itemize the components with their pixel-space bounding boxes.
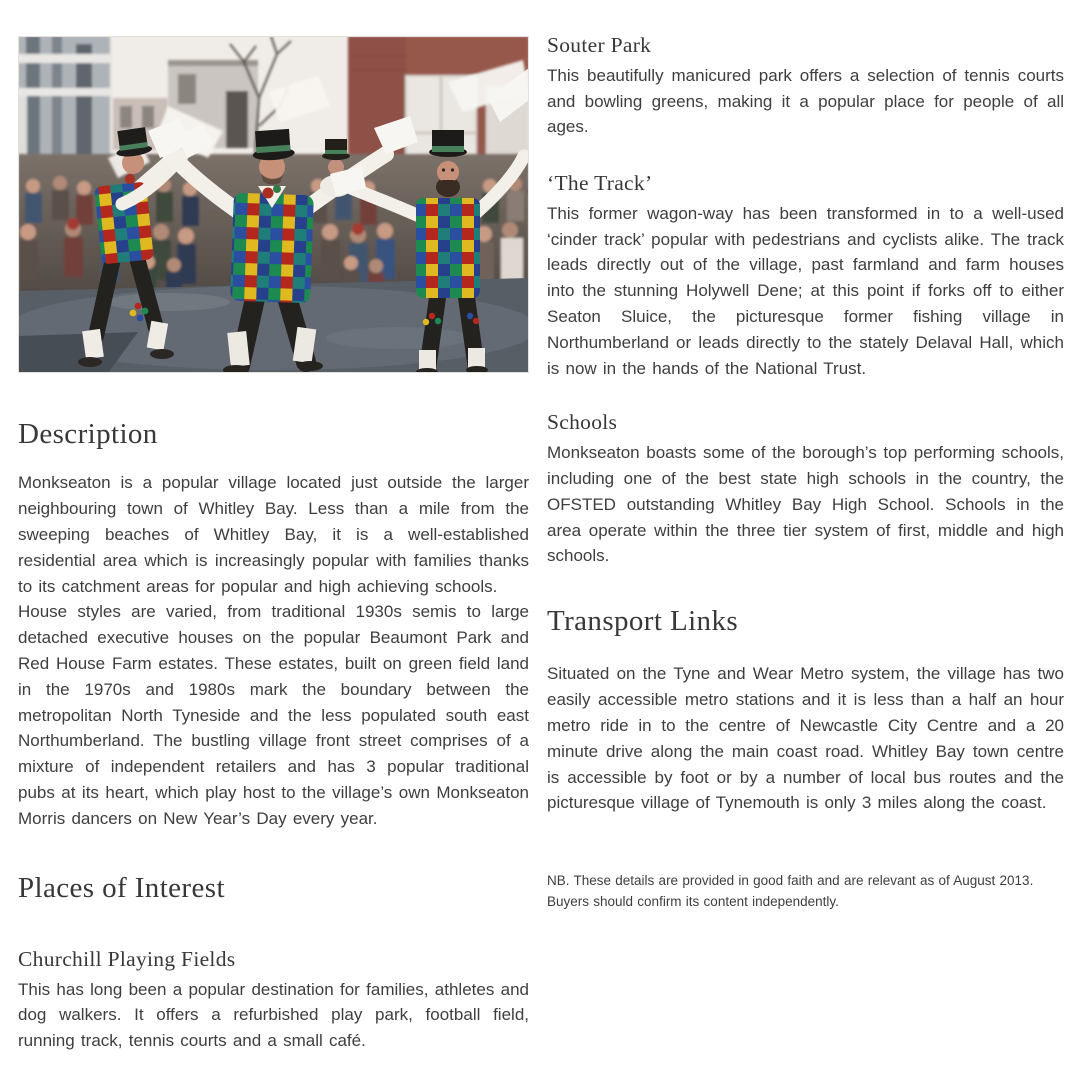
disclaimer-line-1: NB. These details are provided in good faith and are relevant as of August 2013. [547, 873, 1034, 889]
disclaimer-line-2: Buyers should confirm its content independently. [547, 894, 839, 910]
schools-text: Monkseaton boasts some of the borough’s top performing schools, including one of the best state high schools in the country, the OFSTED outstanding Whitley Bay High School. Schools in the area operate within the three tier system of first, middle and high schools. [547, 443, 1064, 566]
churchill-playing-fields-heading: Churchill Playing Fields [18, 946, 236, 971]
the-track-heading: ‘The Track’ [547, 171, 653, 196]
description-paragraph-1: Monkseaton is a popular village located just outside the larger neighbouring town of Whitley Bay. Less than a mile from the sweeping beaches of Whitley Bay, it is a well-established residential area which is increasingly popular with families thanks to its catchment areas for popular and high achieving schools. [18, 473, 529, 596]
section-souter-park [547, 33, 1064, 140]
churchill-playing-fields-text: This has long been a popular destination for families, athletes and dog walkers. It offers a refurbished play park, football field, running track, tennis courts and a small café. [18, 979, 529, 1051]
transport-links-heading: Transport Links [547, 605, 739, 638]
the-track-text: This former wagon-way has been transformed in to a well-used ‘cinder track’ popular with pedestrians and cyclists alike. The track leads directly out of the village, past farmland and farm houses into the stunning Holywell Dene; at this point if forks off to either Seaton Sluice, the picturesque former fishing village in Northumberland or leads directly to the stately Delaval Hall, which is now in the hands of the National Trust. [547, 203, 1064, 378]
left-column [18, 36, 529, 1054]
souter-park-text: This beautifully manicured park offers a selection of tennis courts and bowling greens, making it a popular place for people of all ages. [547, 65, 1064, 137]
right-column [547, 33, 1064, 912]
souter-park-heading: Souter Park [547, 33, 652, 57]
section-the-track [547, 171, 1064, 381]
schools-heading: Schools [547, 410, 618, 435]
description-heading: Description [18, 418, 158, 450]
disclaimer-note [547, 870, 1064, 912]
places-of-interest-heading: Places of Interest [18, 871, 225, 904]
description-paragraph-2: House styles are varied, from traditional 1930s semis to large detached executive houses on the popular Beaumont Park and Red House Farm estates. These estates, built on green field land in the 1970s and 1980s mark the boundary between the metropolitan North Tyneside and the less populated south east Northumberland. The bustling village front street comprises of a mixture of independent retailers and has 3 popular traditional pubs at its heart, which play host to the village’s own Monkseaton Morris dancers on New Year’s Day every year. [18, 602, 529, 828]
transport-links-text: Situated on the Tyne and Wear Metro system, the village has two easily accessible metro stations and it is less than a half an hour metro ride in to the centre of Newcastle City Centre and a 20 minute drive along the main coast road. Whitley Bay town centre is accessible by foot or by a number of local bus routes and the picturesque village of Tynemouth is only 3 miles along the coast. [547, 664, 1064, 813]
section-schools [547, 410, 1064, 569]
morris-dancers-photo [18, 36, 529, 373]
